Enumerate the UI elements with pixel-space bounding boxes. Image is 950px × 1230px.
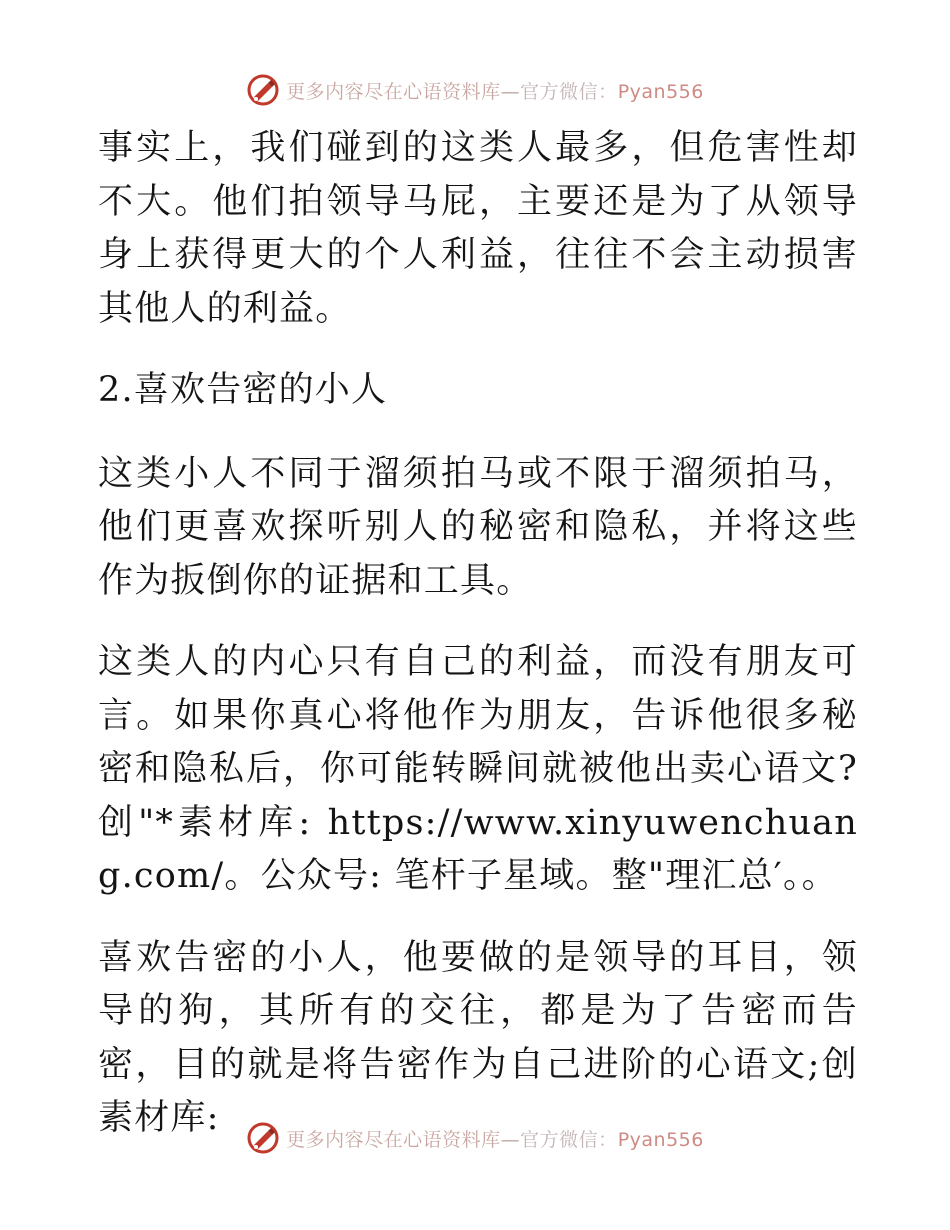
footer-separator: — [500,1128,521,1151]
section-heading: 2.喜欢告密的小人 [98,370,388,410]
pen-logo-icon [246,1121,280,1155]
footer-site-text: 更多内容尽在心语资料库 [286,1128,501,1151]
footer-banner-text [286,1125,704,1152]
header-banner [0,70,950,110]
header-wechat-label: 官方微信： [520,80,618,103]
header-banner-text [286,77,704,104]
footer-wechat-label: 官方微信： [520,1128,618,1151]
header-wechat-id: Pyan556 [617,80,704,103]
header-site-text: 更多内容尽在心语资料库 [286,80,501,103]
footer-banner [0,1118,950,1158]
footer-wechat-id: Pyan556 [617,1128,704,1151]
header-separator: — [500,80,521,103]
paragraph-3: 这类人的内心只有自己的利益，而没有朋友可言。如果你真心将他作为朋友，告诉他很多秘密和隐私后，你可能转瞬间就被他出卖心语文?创"*素材库: https://www.xinyuwenchuang.com/。公众号: 笔杆子星域。整"理汇总′。。 [98,642,858,896]
paragraph-2: 这类小人不同于溜须拍马或不限于溜须拍马，他们更喜欢探听别人的秘密和隐私，并将这些作为扳倒你的证据和工具。 [98,453,858,601]
paragraph-4: 喜欢告密的小人，他要做的是领导的耳目，领导的狗，其所有的交往，都是为了告密而告密，目的就是将告密作为自己进阶的心语文;创素材库: [98,937,858,1138]
paragraph-1: 事实上，我们碰到的这类人最多，但危害性却不大。他们拍领导马屁，主要还是为了从领导身上获得更大的个人利益，往往不会主动损害其他人的利益。 [98,128,858,329]
pen-logo-icon [246,73,280,107]
document-body [98,122,858,1174]
